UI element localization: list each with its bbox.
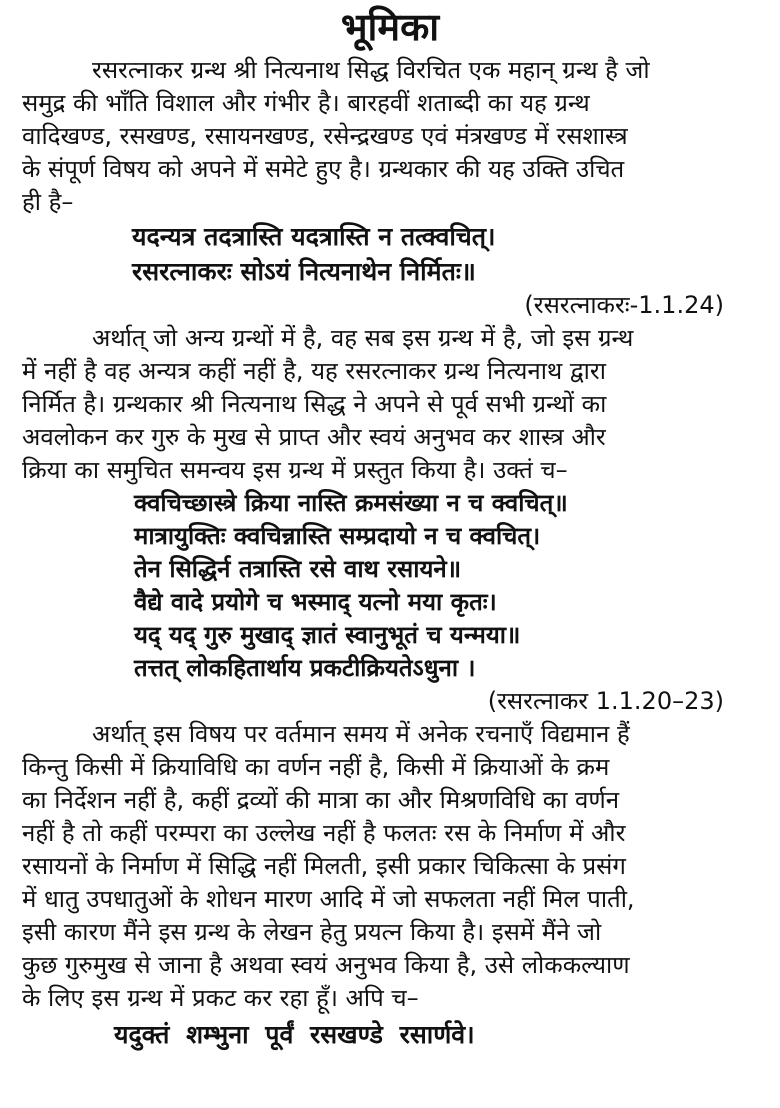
sanskrit-verse-2 (22, 487, 758, 685)
paragraph-line: रसायनों के निर्माण में सिद्धि नहीं मिलती, इसी प्रकार चिकित्सा के प्रसंग (22, 852, 626, 880)
verse-line: यदन्यत्र तदत्रास्ति यदत्रास्ति न तत्क्वचित्। (132, 222, 496, 251)
paragraph-line: का निर्देशन नहीं है, कहीं द्रव्यों की मात्रा का और मिश्रणविधि का वर्णन (22, 786, 620, 814)
paragraph-line: इसी कारण मैंने इस ग्रन्थ के लेखन हेतु प्रयत्न किया है। इसमें मैंने जो (22, 918, 602, 946)
paragraph-line: अवलोकन कर गुरु के मुख से प्राप्त और स्वयं अनुभव कर शास्त्र और (22, 423, 606, 451)
paragraph-line: अर्थात् जो अन्य ग्रन्थों में है, वह सब इस ग्रन्थ में है, जो इस ग्रन्थ (92, 324, 634, 352)
sanskrit-verse-1 (22, 219, 758, 289)
paragraph-line: में नहीं है वह अन्यत्र कहीं नहीं है, यह रसरत्नाकर ग्रन्थ नित्यनाथ द्वारा (22, 357, 606, 385)
paragraph-line: निर्मित है। ग्रन्थकार श्री नित्यनाथ सिद्ध ने अपने से पूर्व सभी ग्रन्थों का (22, 390, 607, 418)
paragraph-line: क्रिया का समुचित समन्वय इस ग्रन्थ में प्रस्तुत किया है। उक्तं च– (22, 456, 568, 484)
verse-reference-1: (रसरत्नाकरः-1.1.24) (524, 291, 724, 319)
paragraph-line: रसरत्नाकर ग्रन्थ श्री नित्यनाथ सिद्ध विरचित एक महान् ग्रन्थ है जो (92, 56, 650, 84)
paragraph-line: अर्थात् इस विषय पर वर्तमान समय में अनेक रचनाएँ विद्यमान हैं (92, 720, 630, 748)
verse-line: तेन सिद्धिर्न तत्रास्ति रसे वाथ रसायने॥ (134, 555, 462, 583)
verse-reference-2: (रसरत्नाकर 1.1.20–23) (487, 687, 724, 715)
verse-line: तत्तत् लोकहितार्थाय प्रकटीक्रियतेऽधुना । (134, 654, 476, 682)
paragraph-line: के संपूर्ण विषय को अपने में समेटे हुए है। ग्रन्थकार की यह उक्ति उचित (22, 155, 625, 183)
paragraph-line: वादिखण्ड, रसखण्ड, रसायनखण्ड, रसेन्द्रखण्ड एवं मंत्रखण्ड में रसशास्त्र (22, 122, 628, 150)
paragraph-line: कुछ गुरुमुख से जाना है अथवा स्वयं अनुभव किया है, उसे लोककल्याण (22, 951, 630, 979)
sanskrit-verse-3: यदुक्तं शम्भुना पूर्वं रसखण्डे रसार्णवे। (114, 1020, 475, 1049)
intro-paragraph (22, 54, 758, 219)
verse-line: रसरत्नाकरः सोऽयं नित्यनाथेन निर्मितः॥ (132, 257, 476, 286)
verse-line: क्वचिच्छास्त्रे क्रिया नास्ति क्रमसंख्या न च क्वचित्॥ (134, 489, 568, 517)
page-title: भूमिका (340, 5, 440, 49)
verse-line: यद् यद् गुरु मुखाद् ज्ञातं स्वानुभूतं च यन्मया॥ (134, 621, 521, 649)
verse-line: वैद्ये वादे प्रयोगे च भस्माद् यत्नो मया कृतः। (134, 588, 497, 616)
paragraph-line: ही है– (22, 188, 74, 216)
paragraph-line: किन्तु किसी में क्रियाविधि का वर्णन नहीं है, किसी में क्रियाओं के क्रम (22, 753, 610, 781)
paragraph-line: नहीं है तो कहीं परम्परा का उल्लेख नहीं है फलतः रस के निर्माण में और (22, 819, 626, 847)
explanation-paragraph-2 (22, 718, 758, 1015)
explanation-paragraph-1 (22, 322, 758, 487)
paragraph-line: के लिए इस ग्रन्थ में प्रकट कर रहा हूँ। अपि च– (22, 984, 419, 1012)
verse-line: मात्रायुक्तिः क्वचिन्नास्ति सम्प्रदायो न च क्वचित्। (134, 522, 541, 550)
paragraph-line: समुद्र की भाँति विशाल और गंभीर है। बारहवीं शताब्दी का यह ग्रन्थ (22, 89, 590, 117)
paragraph-line: में धातु उपधातुओं के शोधन मारण आदि में जो सफलता नहीं मिल पाती, (22, 885, 635, 913)
